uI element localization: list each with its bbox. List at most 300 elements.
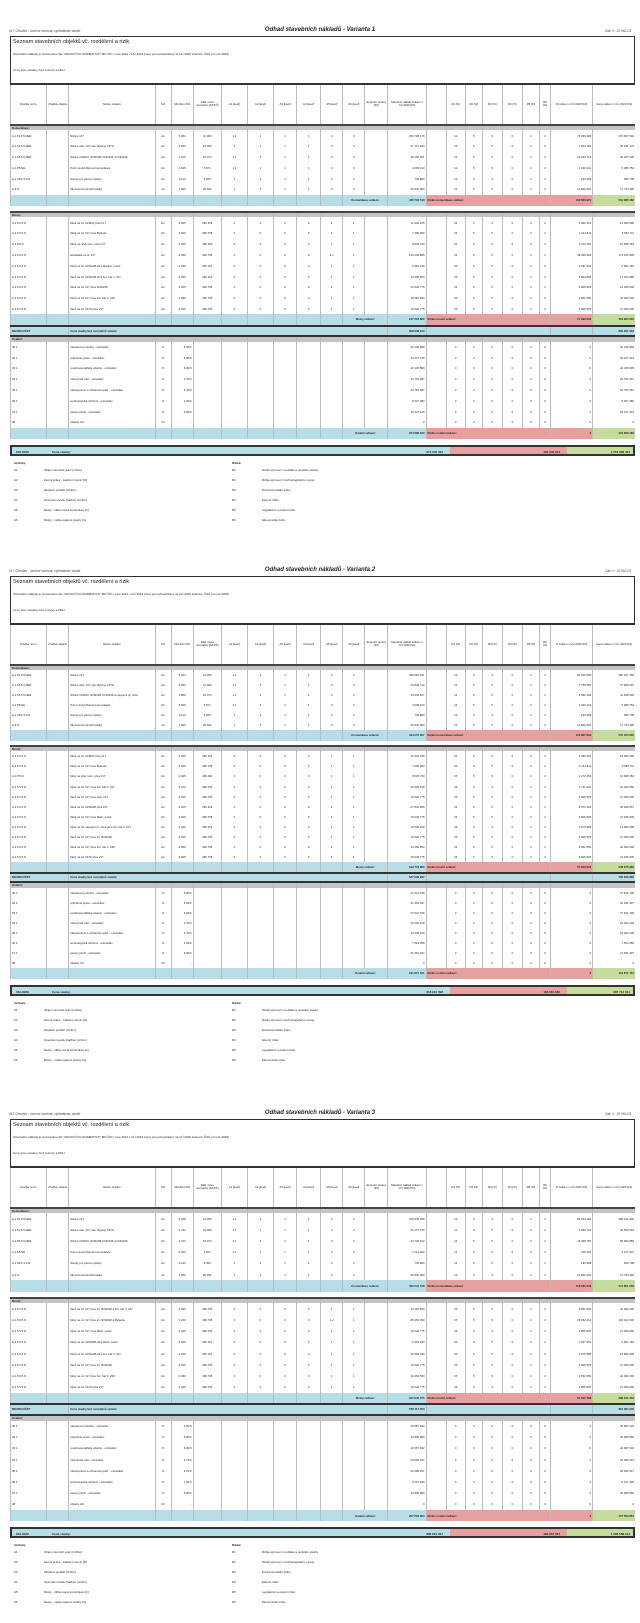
construction-cost: 89 450 390	[388, 1315, 426, 1326]
coef-a5: 1	[321, 781, 343, 791]
risk-zero: 0	[482, 395, 502, 406]
attributes-title: Atributy:	[14, 1543, 27, 1547]
risk-r6: 2	[539, 822, 550, 832]
risk-zero: 0	[522, 1487, 539, 1498]
empty-cell	[274, 1465, 297, 1476]
risk-r1: 15	[446, 1337, 465, 1348]
norm-code: 04.1	[11, 1454, 47, 1465]
unit: km	[155, 1370, 171, 1381]
object-code	[47, 1499, 69, 1510]
attribute-item	[14, 1058, 234, 1068]
object-code	[47, 352, 69, 363]
risk-r5: 2	[522, 141, 539, 152]
empty-cell	[193, 342, 221, 353]
empty-cell	[247, 1432, 273, 1443]
empty-cell	[321, 374, 343, 385]
attribute-item	[14, 1580, 234, 1590]
subtotal-row	[11, 968, 636, 979]
price-total: 42 933 200	[593, 1370, 635, 1381]
expert-adjust	[365, 842, 388, 852]
subtotal-intermediate-row	[11, 326, 636, 336]
coef-a3: 1	[274, 1269, 297, 1280]
empty-cell	[297, 908, 321, 918]
grand-total-label: CELKEM	[16, 450, 29, 454]
coef-a1: 0	[221, 1303, 247, 1314]
empty-cell	[297, 1421, 321, 1432]
coef-a2: 0	[247, 250, 273, 261]
percent: 3,70%	[171, 928, 193, 938]
risk-total: 4 825 825	[551, 1326, 593, 1337]
construction-cost: 10 606 440	[388, 1348, 426, 1359]
risk-zero: 0	[539, 1487, 550, 1498]
base-price: 5 871	[193, 162, 221, 173]
intermediate-cost: 678 117 203	[388, 1404, 426, 1415]
spacer	[426, 852, 446, 862]
object-name: Most na sil. I/37H přes I/17	[69, 304, 155, 315]
risks-title: Rizika:	[232, 461, 242, 465]
risk-zero: 0	[502, 1499, 522, 1510]
norm-code: 04.1	[11, 374, 47, 385]
risk-r1: 15	[446, 304, 465, 315]
risk-desc: Riziko plynoucí z technologického vývoje	[262, 478, 315, 482]
column-header: Značka norm.	[11, 625, 47, 665]
norm-code: A.2.5.5.5.N	[11, 832, 47, 842]
spacer	[426, 417, 446, 428]
coef-a4: 0	[297, 239, 321, 250]
coef-a3: 0	[274, 1303, 297, 1314]
empty-cell	[343, 417, 365, 428]
risk-zero: 0	[502, 1432, 522, 1443]
table-row	[11, 680, 636, 690]
risk-zero: 0	[502, 1487, 522, 1498]
coef-a1: 0	[221, 842, 247, 852]
grand-risk: 182 967 037	[543, 1532, 560, 1536]
spacer	[426, 1303, 446, 1314]
quantity: 0,045	[171, 1359, 193, 1370]
risk-r6: 2	[539, 141, 550, 152]
attribute-key: A6	[14, 1058, 18, 1062]
risk-r2: 5	[465, 690, 482, 700]
section-label: Ostatní:	[11, 336, 69, 342]
risk-subtotal-label: Riziko ostatní celkem:	[426, 428, 550, 439]
coef-a6: 1	[343, 239, 365, 250]
expert-adjust	[365, 822, 388, 832]
empty-cell	[247, 385, 273, 396]
risk-zero: 0	[502, 1454, 522, 1465]
unit: km	[155, 842, 171, 852]
table-row	[11, 771, 636, 781]
risk-key: R3	[232, 1570, 236, 1574]
norm-code: 00.1	[11, 888, 47, 898]
empty-cell	[343, 1476, 365, 1487]
risk-r5: 2	[522, 720, 539, 730]
attributes-legend	[14, 1543, 234, 1610]
empty-cell	[365, 1487, 388, 1498]
quantity: 0,113	[171, 173, 193, 184]
risk-r2: 5	[465, 1370, 482, 1381]
price-total: 37 599 297	[593, 680, 635, 690]
risk-r3: 5	[482, 1269, 502, 1280]
order-number: Zak. č.: 20 062-03	[605, 29, 631, 33]
column-header: A5 [koef]	[321, 625, 343, 665]
table-row	[11, 918, 636, 928]
table-row	[11, 720, 636, 730]
object-code	[47, 1465, 69, 1476]
risk-r4: 0	[502, 832, 522, 842]
risk-r3: 5	[482, 781, 502, 791]
price-total: 31 351 497	[593, 898, 635, 908]
quantity: 0,113	[171, 1258, 193, 1269]
construction-cost: 2 712 402	[388, 1247, 426, 1258]
column-header: R3 [%]	[482, 1168, 502, 1208]
risk-zero: 0	[502, 342, 522, 353]
construction-cost: 4 036 313	[388, 162, 426, 173]
empty-cell	[247, 918, 273, 928]
construction-cost: 33 281 550	[388, 1303, 426, 1314]
spacer	[426, 751, 446, 761]
empty-cell	[247, 1465, 273, 1476]
column-header: Značka objektu	[47, 625, 69, 665]
risk-zero: 0	[482, 918, 502, 928]
risk-zero: 0	[522, 1421, 539, 1432]
coef-a6: 1	[343, 761, 365, 771]
object-code	[47, 1213, 69, 1224]
risk-r1: 12	[446, 720, 465, 730]
risk-subtotal: 109 650 972	[551, 195, 593, 206]
price-total: 9 540 711	[593, 228, 635, 239]
empty-cell	[343, 352, 365, 363]
quantity: 2,215	[171, 152, 193, 163]
coef-a5: 0	[321, 152, 343, 163]
base-price: 265 161	[193, 1337, 221, 1348]
coef-a2: 1	[247, 1236, 273, 1247]
coef-a3: 0	[274, 1370, 297, 1381]
empty-cell	[343, 363, 365, 374]
coef-a6: 0	[343, 130, 365, 141]
object-code	[47, 680, 69, 690]
norm-code: A.1.SPC.3.0.N	[11, 1258, 47, 1269]
risk-zero: 0	[522, 1465, 539, 1476]
subtotal-row	[11, 314, 636, 325]
coef-a4: 0	[297, 217, 321, 228]
table-row	[11, 260, 636, 271]
risk-zero: 0	[539, 938, 550, 948]
base-price: 265 161	[193, 1348, 221, 1359]
construction-cost: 33 905 860	[388, 1487, 426, 1498]
object-name: vodohospodářské objekty - extravilán	[69, 908, 155, 918]
risk-total: 0	[551, 1465, 593, 1476]
column-header: R5 [%]	[522, 625, 539, 665]
construction-cost: 31 351 497	[388, 898, 426, 908]
empty-cell	[365, 417, 388, 428]
coef-a2: 0	[247, 761, 273, 771]
unit: %	[155, 918, 171, 928]
risk-zero: 0	[539, 1499, 550, 1510]
risk-zero: 0	[446, 385, 465, 396]
risk-r3: 5	[482, 690, 502, 700]
construction-cost: 8 525 700	[388, 239, 426, 250]
risk-desc: Externí riziko	[262, 1580, 279, 1584]
price-total: 40 136 899	[593, 342, 635, 353]
spacer	[426, 217, 446, 228]
coef-a2: 1	[247, 710, 273, 720]
subtotal-cell	[321, 314, 343, 325]
risk-r2: 5	[465, 1359, 482, 1370]
object-code	[47, 852, 69, 862]
unit: km	[155, 1224, 171, 1235]
methodology-note: Orientační náklady je zpracováno dle "CENOVÝCH NORMATIVŮ" MD ČR v roce 2021 v CÚ 2019 (ceny jsou přepočítány na CÚ 2020 indexem ČSÚ pro rok 2020)	[13, 52, 229, 56]
gap	[426, 1404, 550, 1415]
coef-a6: 0	[343, 184, 365, 195]
unit: %	[155, 888, 171, 898]
attribute-key: A5	[14, 1590, 18, 1594]
subtotal-cell	[274, 862, 297, 873]
column-header: A1 [koef]	[221, 625, 247, 665]
unit: km	[155, 852, 171, 862]
object-code	[47, 781, 69, 791]
attribute-item	[14, 498, 234, 508]
column-header	[426, 85, 446, 125]
expert-adjust	[365, 771, 388, 781]
price-total: 7 524 359	[593, 938, 635, 948]
empty-cell	[247, 1421, 273, 1432]
risk-r4: 0	[502, 1224, 522, 1235]
risk-item	[232, 1058, 532, 1068]
unit: km	[155, 761, 171, 771]
risk-zero: 0	[482, 342, 502, 353]
subtotal-row	[11, 428, 636, 439]
empty-cell	[343, 1465, 365, 1476]
empty-cell	[247, 908, 273, 918]
object-name: Most na sil. I/17 přes sil. III/33202 a Bylanku	[69, 1315, 155, 1326]
percent: 1,20%	[171, 395, 193, 406]
expert-adjust	[365, 1359, 388, 1370]
unit: km	[155, 1381, 171, 1392]
risk-zero: 0	[465, 908, 482, 918]
risk-desc: Riziko plynoucí z technologického vývoje	[262, 1560, 315, 1564]
attribute-desc: Zlepšení podloží [m³/km]	[44, 1028, 76, 1032]
empty-cell	[247, 898, 273, 908]
coef-a2: 1	[247, 184, 273, 195]
coef-a6: 1	[343, 792, 365, 802]
percent: 6,00%	[171, 908, 193, 918]
risk-r2: 5	[465, 1337, 482, 1348]
subtotal-cell	[69, 968, 155, 979]
risk-r2: 5	[465, 751, 482, 761]
risk-zero: 0	[446, 1476, 465, 1487]
column-header: R celkem v CÚ 2020 [Kč]	[551, 625, 593, 665]
empty-cell	[193, 1487, 221, 1498]
risk-r3: 5	[482, 1359, 502, 1370]
price-subtotal: 286 191 263	[593, 1393, 635, 1405]
object-code	[47, 958, 69, 968]
spacer	[426, 1454, 446, 1465]
risk-r3: 5	[482, 710, 502, 720]
coef-a6: 0	[343, 680, 365, 690]
risk-zero: 0	[465, 385, 482, 396]
subtotal-cell	[221, 1393, 247, 1405]
coef-a1: 0	[221, 1326, 247, 1337]
risk-desc: Ekonomické riziko	[262, 518, 286, 522]
risk-r5: 2	[522, 239, 539, 250]
coef-a2: 0	[247, 1337, 273, 1348]
object-name: Silnice I/17	[69, 1213, 155, 1224]
risk-r2: 5	[465, 802, 482, 812]
subtotal-cell	[47, 1280, 69, 1292]
unit: km	[155, 228, 171, 239]
risk-r6: 2	[539, 250, 550, 261]
quantity: 0,020	[171, 761, 193, 771]
page-header	[9, 567, 631, 575]
risk-r2: 5	[465, 228, 482, 239]
risk-zero: 0	[465, 928, 482, 938]
object-code	[47, 1381, 69, 1392]
attribute-desc: Opevnění svahu zlaďbou [m²/km]	[44, 1580, 87, 1584]
object-code	[47, 670, 69, 680]
base-price: 369 795	[193, 781, 221, 791]
coef-a5: 0	[321, 1213, 343, 1224]
coef-a4: 1	[297, 141, 321, 152]
subtotal-label: Ostatní celkem:	[343, 968, 388, 979]
coef-a2: 0	[247, 228, 273, 239]
subtotal-cell	[69, 428, 155, 439]
norm-code: A.1.P5.NE	[11, 700, 47, 710]
empty-cell	[221, 395, 247, 406]
column-header: R4 [%]	[502, 1168, 522, 1208]
percent: -	[171, 1499, 193, 1510]
risk-r1: 12	[446, 184, 465, 195]
risk-r3: 5	[482, 832, 502, 842]
column-header: Stavební náklad celkem v CÚ 2020 [Kč]	[388, 625, 426, 665]
price-total: 25 090 337	[593, 1465, 635, 1476]
table-row	[11, 1370, 636, 1381]
table-row	[11, 239, 636, 250]
attribute-key: A4	[14, 1038, 18, 1042]
construction-cost: 33 447 415	[388, 352, 426, 363]
coef-a1: 0	[221, 1370, 247, 1381]
object-code	[47, 1236, 69, 1247]
base-price: 41 480	[193, 1213, 221, 1224]
risk-r5: 2	[522, 771, 539, 781]
risk-subtotal: 0	[551, 968, 593, 979]
table-row	[11, 670, 636, 680]
expert-adjust	[365, 792, 388, 802]
coef-a1: 1	[221, 720, 247, 730]
risk-total: 9 651 650	[551, 293, 593, 304]
construction-cost: 33 281 550	[388, 842, 426, 852]
construction-cost: 11 932 245	[388, 217, 426, 228]
table-row	[11, 271, 636, 282]
coef-a1: 0	[221, 1381, 247, 1392]
risk-zero: 0	[482, 363, 502, 374]
norm-code: A.2.5.6.5.N	[11, 260, 47, 271]
empty-cell	[274, 918, 297, 928]
object-code	[47, 1487, 69, 1498]
norm-code: A.2.5.5.5.N	[11, 282, 47, 293]
percent: 5,00%	[171, 352, 193, 363]
risk-total: 0	[551, 385, 593, 396]
risk-zero: 0	[522, 1476, 539, 1487]
attributes-title: Atributy:	[14, 461, 27, 465]
empty-cell	[343, 918, 365, 928]
empty-cell	[221, 1421, 247, 1432]
object-name: Most na sil. III/3403 přes I/17	[69, 751, 155, 761]
norm-code: A.4.N	[11, 720, 47, 730]
empty-cell	[321, 417, 343, 428]
unit: %	[155, 1487, 171, 1498]
column-header: Název objektu	[69, 625, 155, 665]
coef-a3: 1	[274, 1247, 297, 1258]
base-price: 369 795	[193, 1303, 221, 1314]
coef-a3: 1	[274, 1213, 297, 1224]
construction-cost: 16 640 775	[388, 812, 426, 822]
percent: 6,00%	[171, 1443, 193, 1454]
price-total: 390 167 185	[593, 670, 635, 680]
risk-r2: 5	[465, 271, 482, 282]
risk-zero: 0	[522, 374, 539, 385]
coef-a5: 1	[321, 228, 343, 239]
spacer	[426, 1247, 446, 1258]
coef-a3: 0	[274, 852, 297, 862]
spacer	[426, 271, 446, 282]
risk-subtotal-label: Riziko mostů celkem:	[426, 862, 550, 873]
empty-cell	[247, 352, 273, 363]
risk-zero: 0	[502, 1421, 522, 1432]
coef-a4: 0	[297, 842, 321, 852]
object-code	[47, 239, 69, 250]
risk-desc: Externí riziko	[262, 1038, 279, 1042]
empty-cell	[247, 417, 273, 428]
subtotal-row	[11, 1393, 636, 1405]
quantity: 0,040	[171, 1348, 193, 1359]
risk-zero: 0	[502, 918, 522, 928]
coef-a5: 1	[321, 304, 343, 315]
table-row	[11, 938, 636, 948]
coef-a5: 0	[321, 690, 343, 700]
risk-zero: 0	[446, 417, 465, 428]
construction-cost: 25 090 337	[388, 1465, 426, 1476]
object-name: Most na sil. I/17 přes Mark. potok	[69, 1326, 155, 1337]
unit: km	[155, 1213, 171, 1224]
risk-desc: Legislativní a právní riziko	[262, 1048, 296, 1052]
risk-desc: Riziko plynoucí z počátku a umístění stavby	[262, 1008, 319, 1012]
risk-r6: 2	[539, 792, 550, 802]
object-code	[47, 802, 69, 812]
risk-zero: 0	[465, 1476, 482, 1487]
coef-a5: 1	[321, 832, 343, 842]
coef-a5: 1	[321, 282, 343, 293]
risk-total: 82 154 292	[551, 1213, 593, 1224]
table-title: Seznam stavebních objektů vč. rozdělení a rizik	[13, 39, 130, 45]
empty-cell	[221, 958, 247, 968]
risk-r3: 5	[482, 802, 502, 812]
risk-r1: 12	[446, 130, 465, 141]
risk-total: 0	[551, 1487, 593, 1498]
risk-zero: 0	[502, 352, 522, 363]
empty-cell	[297, 1443, 321, 1454]
risk-zero: 0	[465, 1421, 482, 1432]
base-price: 369 795	[193, 852, 221, 862]
object-name: úpravy ploch - extravilán	[69, 948, 155, 958]
column-header: Značka norm.	[11, 1168, 47, 1208]
risk-item	[232, 1048, 532, 1058]
object-code	[47, 173, 69, 184]
expert-adjust	[365, 1326, 388, 1337]
empty-cell	[274, 363, 297, 374]
attribute-key: A2	[14, 1018, 18, 1022]
variant-page-2	[0, 540, 640, 1080]
coef-a6: 1	[343, 1326, 365, 1337]
